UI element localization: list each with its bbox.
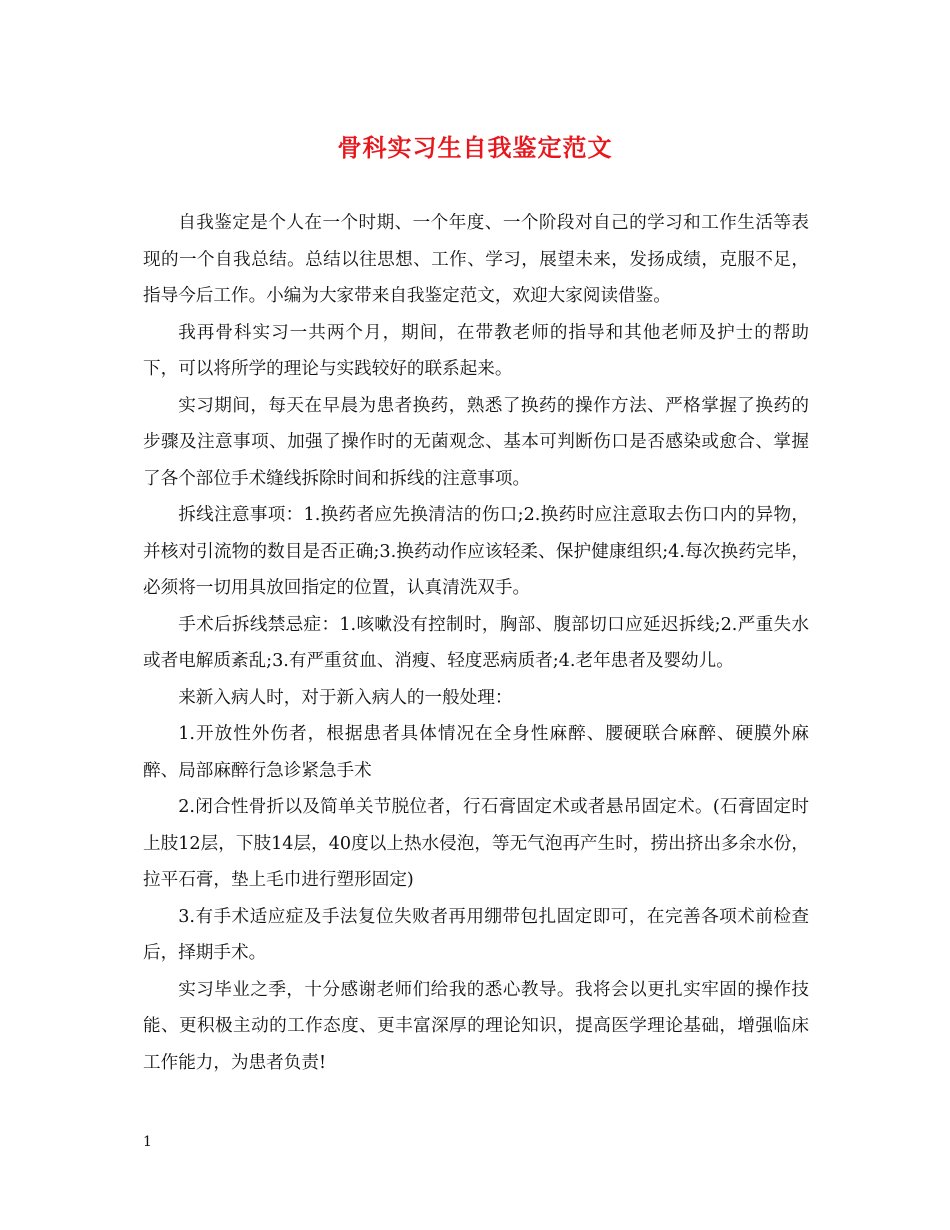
- paragraph-new-patient-intro: 来新入病人时，对于新入病人的一般处理：: [178, 687, 513, 708]
- paragraph-closed-fracture: 2.闭合性骨折以及简单关节脱位者，行石膏固定术或者悬吊固定术。(石膏固定时上肢12层，下肢14层，40度以上热水侵泡，等无气泡再产生时，捞出挤出多余水份，拉平石膏，垫上毛巾进行塑形固定): [143, 797, 809, 890]
- paragraph-conclusion: 实习毕业之季，十分感谢老师们给我的悉心教导。我将会以更扎实牢固的操作技能、更积极主动的工作态度、更丰富深厚的理论知识，提高医学理论基础，增强临床工作能力，为患者负责!: [143, 979, 809, 1073]
- document-body: [143, 205, 809, 1081]
- paragraph-open-injury: 1.开放性外伤者，根据患者具体情况在全身性麻醉、腰硬联合麻醉、硬膜外麻醉、局部麻醉行急诊紧急手术: [143, 724, 809, 781]
- paragraph-internship-overview: 我再骨科实习一共两个月，期间，在带教老师的指导和其他老师及护士的帮助下，可以将所学的理论与实践较好的联系起来。: [143, 322, 809, 379]
- paragraph-suture-removal-contraindications: 手术后拆线禁忌症：1.咳嗽没有控制时，胸部、腹部切口应延迟拆线;2.严重失水或者电解质紊乱;3.有严重贫血、消瘦、轻度恶病质者;4.老年患者及婴幼儿。: [143, 614, 809, 671]
- paragraph-intro: 自我鉴定是个人在一个时期、一个年度、一个阶段对自己的学习和工作生活等表现的一个自我总结。总结以往思想、工作、学习，展望未来，发扬成绩，克服不足，指导今后工作。小编为大家带来自我鉴定范文，欢迎大家阅读借鉴。: [143, 213, 809, 306]
- page-number: 1: [143, 1134, 152, 1150]
- document-title: 骨科实习生自我鉴定范文: [337, 133, 613, 162]
- paragraph-dressing-change: 实习期间，每天在早晨为患者换药，熟悉了换药的操作方法、严格掌握了换药的步骤及注意事项、加强了操作时的无菌观念、基本可判断伤口是否感染或愈合、掌握了各个部位手术缝线拆除时间和拆线的注意事项。: [143, 395, 809, 489]
- paragraph-surgical-indication: 3.有手术适应症及手法复位失败者再用绷带包扎固定即可，在完善各项术前检查后，择期手术。: [143, 906, 809, 963]
- paragraph-suture-removal-notes: 拆线注意事项：1.换药者应先换清洁的伤口;2.换药时应注意取去伤口内的异物，并核对引流物的数目是否正确;3.换药动作应该轻柔、保护健康组织;4.每次换药完毕，必须将一切用具放回指定的位置，认真清洗双手。: [143, 505, 809, 598]
